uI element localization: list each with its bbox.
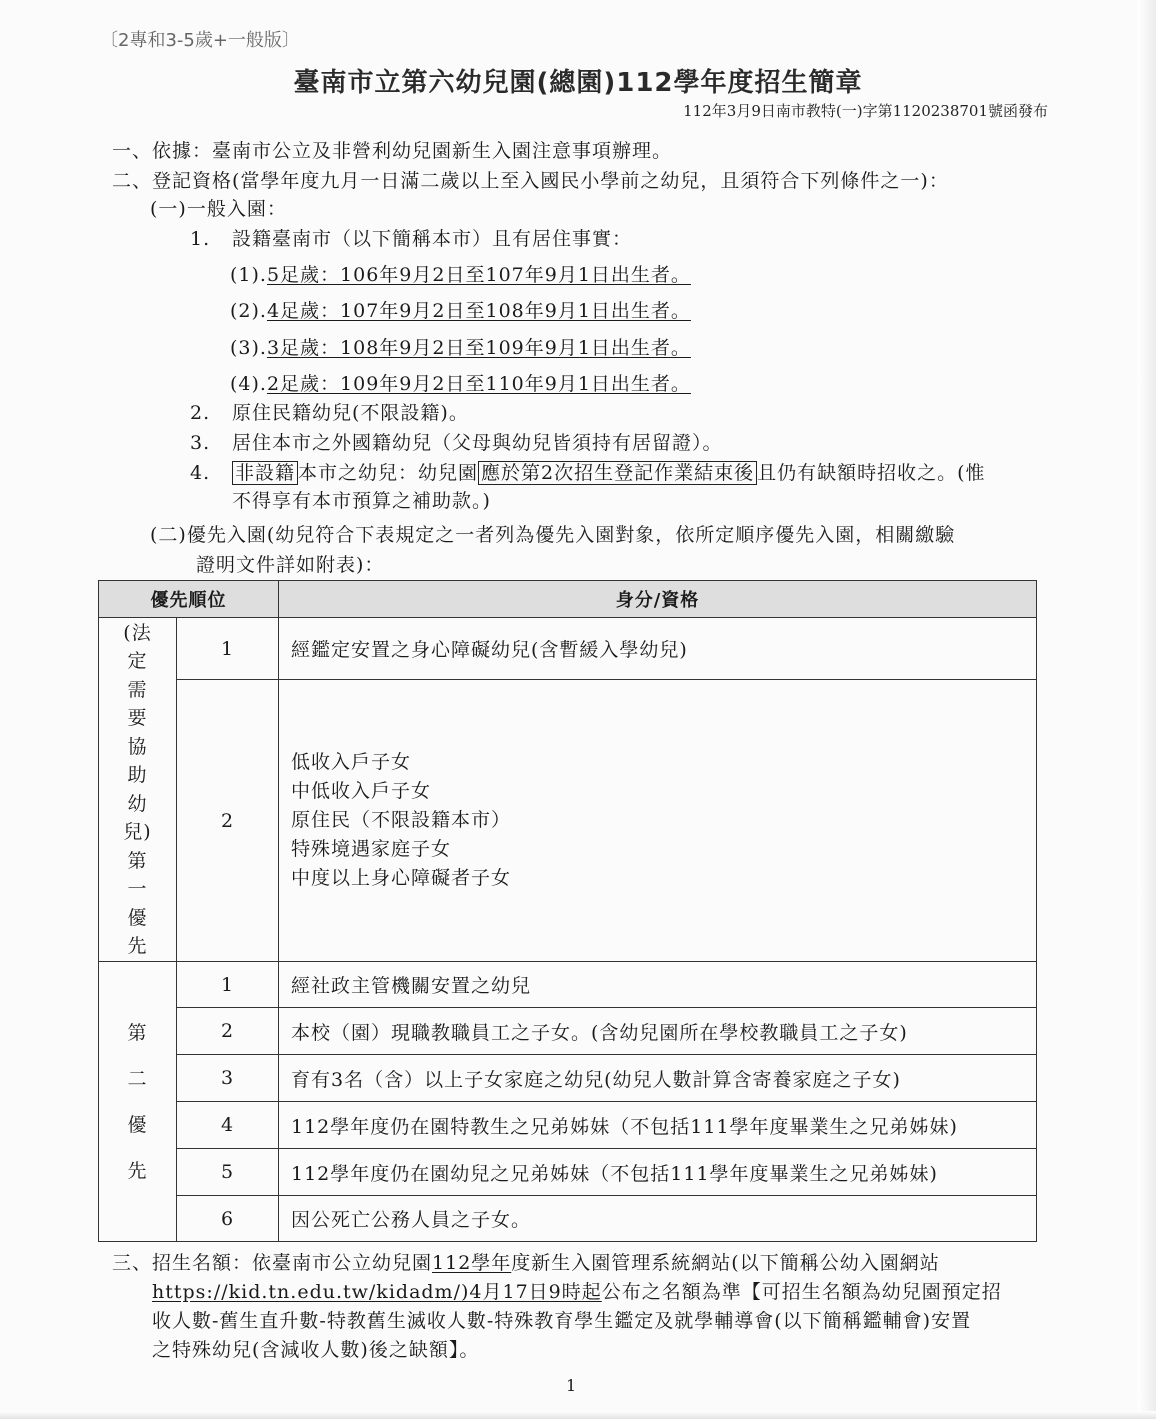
table-row (99, 1102, 1037, 1149)
age-row-3-prefix: (3). (230, 337, 267, 359)
page-bottom-shadow (0, 1411, 1156, 1419)
table-row (99, 1196, 1037, 1242)
item-4-number: 4. (190, 462, 211, 484)
table-row (99, 962, 1037, 1008)
item-4-boxed-1: 非設籍 (232, 461, 298, 485)
age-row-4-text: 2足歲：109年9月2日至110年9月1日出生者。 (266, 373, 691, 395)
table-header-row (99, 581, 1037, 618)
row-number: 2 (177, 1008, 279, 1055)
item-4-boxed-2: 應於第2次招生登記作業結束後 (478, 461, 757, 485)
row-description: 低收入戶子女 中低收入戶子女 原住民（不限設籍本市） 特殊境遇家庭子女 中度以上身心障礙者子女 (279, 680, 1037, 962)
subsection-priority: (二)優先入園(幼兒符合下表規定之一者列為優先入園對象，依所定順序優先入園，相關繳驗 (150, 524, 956, 546)
age-row-4-prefix: (4). (230, 373, 267, 395)
version-tag: 〔2專和3-5歲+一般版〕 (100, 30, 300, 51)
row-description: 育有3名（含）以上子女家庭之幼兒(幼兒人數計算含寄養家庭之子女) (279, 1055, 1037, 1102)
age-row-2-text: 4足歲：107年9月2日至108年9月1日出生者。 (266, 300, 691, 322)
item-4-end: 且仍有缺額時招收之。(惟 (757, 462, 986, 484)
section-quota-line-3: 收人數-舊生直升數-特教舊生滅收人數-特殊教育學生鑑定及就學輔導會(以下簡稱鑑輔會)安置 (152, 1310, 972, 1332)
age-row-4 (230, 371, 691, 397)
item-4-line-2: 不得享有本市預算之補助款。) (232, 490, 491, 512)
row-number: 3 (177, 1055, 279, 1102)
item-3-number: 3. (190, 432, 211, 454)
section-basis: 一、依據：臺南市公立及非營利幼兒園新生入園注意事項辦理。 (112, 140, 673, 162)
document-title: 臺南市立第六幼兒園(總園)112學年度招生簡章 (293, 68, 863, 98)
age-row-1 (230, 262, 691, 288)
age-row-3 (230, 335, 691, 361)
row-number: 2 (177, 680, 279, 962)
kidadm-link[interactable]: https://kid.tn.edu.tw/kidadm/ (152, 1281, 461, 1303)
age-row-1-prefix: (1). (230, 264, 267, 286)
table-row (99, 1008, 1037, 1055)
group-1-label: (法 定 需 要 協 助 幼 兒) 第 一 優 先 (99, 618, 177, 962)
section-quota-line-2: https://kid.tn.edu.tw/kidadm/)4月17日9時起公布之名額為準【可招生名額為幼兒園預定招 (152, 1281, 1002, 1303)
row-description: 112學年度仍在園幼兒之兄弟姊妹（不包括111學年度畢業生之兄弟姊妹) (279, 1149, 1037, 1196)
group-2-label: 第 二 優 先 (99, 962, 177, 1242)
header-priority: 優先順位 (99, 581, 279, 618)
row-number: 5 (177, 1149, 279, 1196)
section-quota-line-4: 之特殊幼兒(含減收人數)後之缺額】。 (152, 1339, 480, 1361)
row-number: 1 (177, 962, 279, 1008)
age-row-3-text: 3足歲：108年9月2日至109年9月1日出生者。 (266, 337, 691, 359)
table-row (99, 1149, 1037, 1196)
row-number: 4 (177, 1102, 279, 1149)
age-row-2 (230, 298, 691, 324)
item-2-text: 原住民籍幼兒(不限設籍)。 (232, 402, 469, 424)
row-description: 因公死亡公務人員之子女。 (279, 1196, 1037, 1242)
subsection-general: (一)一般入園： (150, 198, 287, 220)
row-description: 112學年度仍在園特教生之兄弟姊妹（不包括111學年度畢業生之兄弟姊妹) (279, 1102, 1037, 1149)
row-number: 6 (177, 1196, 279, 1242)
table-row (99, 680, 1037, 962)
table-row (99, 618, 1037, 680)
row-description: 本校（園）現職教職員工之子女。(含幼兒園所在學校教職員工之子女) (279, 1008, 1037, 1055)
item-4-text (232, 460, 986, 486)
row-description: 經社政主管機關安置之幼兒 (279, 962, 1037, 1008)
priority-table (98, 580, 1037, 1242)
item-1-text: 設籍臺南市（以下簡稱本市）且有居住事實： (232, 228, 633, 250)
item-1-number: 1. (190, 228, 211, 250)
item-4-mid: 本市之幼兒：幼兒園 (298, 462, 479, 484)
subsection-priority-line-2: 證明文件詳如附表)： (196, 554, 385, 576)
table-row (99, 1055, 1037, 1102)
section-quota: 三、招生名額：依臺南市公立幼兒園112學年度新生入園管理系統網站(以下簡稱公幼入園網站 (112, 1252, 940, 1274)
document-reference: 112年3月9日南市教特(一)字第1120238701號函發布 (683, 102, 1048, 120)
item-3-text: 居住本市之外國籍幼兒（父母與幼兒皆須持有居留證）。 (232, 432, 723, 454)
page-number: 1 (566, 1376, 577, 1395)
section-eligibility: 二、登記資格(當學年度九月一日滿二歲以上至入國民小學前之幼兒，且須符合下列條件之一)： (112, 170, 949, 192)
page-edge-shadow (1138, 0, 1156, 1419)
age-row-2-prefix: (2). (230, 300, 267, 322)
row-number: 1 (177, 618, 279, 680)
row-description: 經鑑定安置之身心障礙幼兒(含暫緩入學幼兒) (279, 618, 1037, 680)
age-row-1-text: 5足歲：106年9月2日至107年9月1日出生者。 (266, 264, 691, 286)
item-2-number: 2. (190, 402, 211, 424)
header-identity: 身分/資格 (279, 581, 1037, 618)
